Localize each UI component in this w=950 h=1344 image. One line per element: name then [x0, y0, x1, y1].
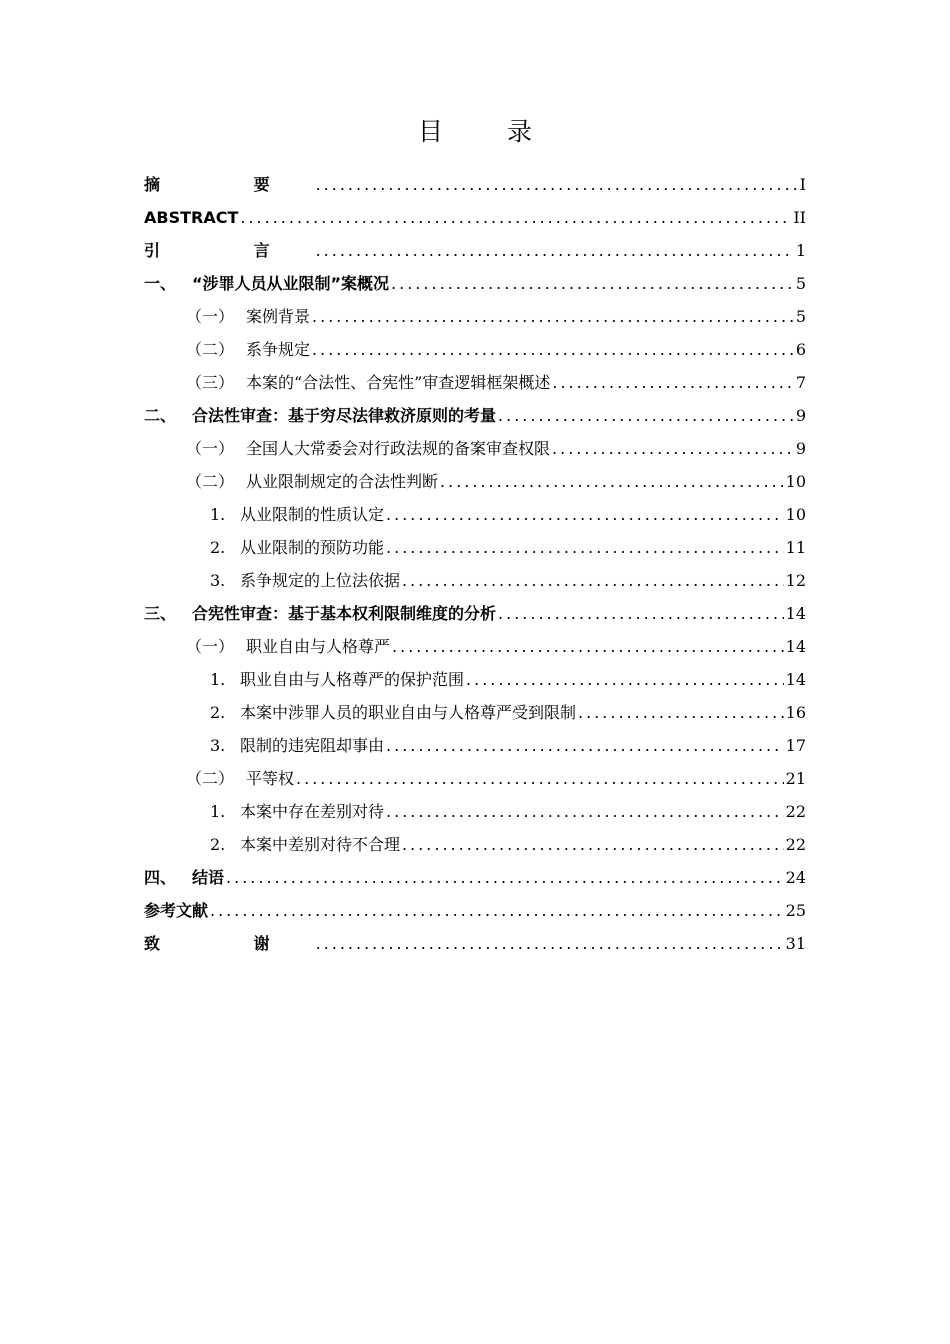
toc-entry-number: （三）: [186, 373, 235, 392]
toc-entry-label: 从业限制规定的合法性判断: [246, 472, 439, 491]
toc-entry-page-number: 14: [785, 637, 806, 656]
toc-entry[interactable]: [144, 663, 806, 696]
toc-entry[interactable]: [144, 465, 806, 498]
toc-entry[interactable]: [144, 399, 806, 432]
toc-entry-page-number: 6: [795, 340, 806, 359]
toc-entry-page-number: 12: [785, 571, 806, 590]
toc-dot-leader: [226, 861, 784, 894]
toc-entry[interactable]: [144, 267, 806, 300]
toc-entry-number: （一）: [186, 439, 235, 458]
toc-entry-label: 系争规定的上位法依据: [240, 571, 401, 590]
toc-entry-number: 2.: [210, 835, 226, 854]
toc-entry-label: 本案中存在差别对待: [240, 802, 385, 821]
toc-dot-leader: [210, 894, 784, 927]
toc-entry-label: 职业自由与人格尊严的保护范围: [240, 670, 465, 689]
toc-entry-page-number: 17: [785, 736, 806, 755]
toc-entry-number: 1.: [210, 505, 226, 524]
toc-entry-page-number: 14: [785, 604, 806, 623]
toc-dot-leader: [402, 564, 784, 597]
toc-entry-number: 2.: [210, 538, 226, 557]
toc-entry-label: 结语: [192, 868, 225, 887]
toc-entry[interactable]: [144, 894, 806, 927]
toc-dot-leader: [552, 432, 794, 465]
toc-entry-label: 全国人大常委会对行政法规的备案审查权限: [246, 439, 551, 458]
toc-dot-leader: [316, 927, 784, 960]
toc-entry-page-number: 7: [795, 373, 806, 392]
toc-entry-number: 2.: [210, 703, 226, 722]
table-of-contents: [144, 168, 806, 960]
toc-entry-label: 限制的违宪阻却事由: [240, 736, 385, 755]
toc-dot-leader: [386, 795, 784, 828]
toc-dot-leader: [498, 597, 784, 630]
toc-entry-label: 致 谢: [144, 934, 314, 953]
toc-entry[interactable]: [144, 201, 806, 234]
toc-entry[interactable]: [144, 828, 806, 861]
toc-entry-page-number: 9: [795, 406, 806, 425]
toc-entry-label: 从业限制的性质认定: [240, 505, 385, 524]
toc-entry[interactable]: [144, 498, 806, 531]
page-title: 目 录: [418, 117, 560, 146]
toc-entry[interactable]: [144, 795, 806, 828]
toc-entry-label: 摘 要: [144, 175, 314, 194]
toc-entry-number: 四、: [144, 868, 177, 887]
toc-dot-leader: [316, 168, 798, 201]
toc-entry-label: 本案中涉罪人员的职业自由与人格尊严受到限制: [240, 703, 577, 722]
toc-entry-number: 1.: [210, 670, 226, 689]
toc-entry-label: ABSTRACT: [144, 208, 239, 227]
toc-entry-page-number: 9: [795, 439, 806, 458]
toc-entry-label: 本案中差别对待不合理: [240, 835, 401, 854]
toc-entry-page-number: 25: [785, 901, 806, 920]
toc-entry[interactable]: [144, 432, 806, 465]
toc-dot-leader: [392, 630, 784, 663]
toc-entry-label: 职业自由与人格尊严: [246, 637, 391, 656]
toc-dot-leader: [440, 465, 784, 498]
toc-entry-page-number: 16: [785, 703, 806, 722]
toc-entry-number: 3.: [210, 571, 226, 590]
toc-entry[interactable]: [144, 168, 806, 201]
toc-entry-page-number: 22: [785, 802, 806, 821]
toc-entry-label: 引 言: [144, 241, 314, 260]
toc-entry-page-number: 31: [785, 934, 806, 953]
toc-entry[interactable]: [144, 366, 806, 399]
toc-entry-number: （一）: [186, 637, 235, 656]
toc-entry[interactable]: [144, 630, 806, 663]
toc-entry[interactable]: [144, 696, 806, 729]
toc-entry-number: （二）: [186, 769, 235, 788]
toc-dot-leader: [402, 828, 784, 861]
toc-entry-label: 参考文献: [144, 901, 209, 920]
toc-dot-leader: [498, 399, 794, 432]
toc-entry-page-number: 24: [785, 868, 806, 887]
toc-entry[interactable]: [144, 564, 806, 597]
toc-entry-number: 一、: [144, 274, 177, 293]
toc-entry-page-number: 11: [785, 538, 806, 557]
toc-entry-page-number: 5: [795, 307, 806, 326]
toc-entry[interactable]: [144, 927, 806, 960]
toc-entry[interactable]: [144, 762, 806, 795]
toc-entry-page-number: 1: [795, 241, 806, 260]
toc-entry-label: 从业限制的预防功能: [240, 538, 385, 557]
toc-entry-page-number: 10: [785, 472, 806, 491]
toc-entry-page-number: 5: [795, 274, 806, 293]
toc-dot-leader: [386, 498, 784, 531]
toc-entry-page-number: 14: [785, 670, 806, 689]
toc-dot-leader: [578, 696, 784, 729]
toc-entry[interactable]: [144, 333, 806, 366]
toc-entry-page-number: 21: [785, 769, 806, 788]
toc-entry-number: 1.: [210, 802, 226, 821]
toc-entry-number: （一）: [186, 307, 235, 326]
toc-entry-number: 三、: [144, 604, 177, 623]
toc-entry-label: 合法性审查：基于穷尽法律救济原则的考量: [192, 406, 497, 425]
toc-dot-leader: [316, 234, 794, 267]
toc-entry[interactable]: [144, 861, 806, 894]
toc-entry-number: 3.: [210, 736, 226, 755]
toc-entry-number: （二）: [186, 340, 235, 359]
toc-dot-leader: [312, 333, 794, 366]
toc-entry-label: 本案的“合法性、合宪性”审查逻辑框架概述: [246, 373, 551, 392]
toc-entry-page-number: II: [793, 208, 806, 227]
toc-dot-leader: [552, 366, 793, 399]
toc-entry[interactable]: [144, 597, 806, 630]
toc-dot-leader: [312, 300, 794, 333]
toc-entry[interactable]: [144, 729, 806, 762]
toc-dot-leader: [386, 729, 784, 762]
toc-entry-label: 平等权: [246, 769, 295, 788]
toc-entry-label: 案例背景: [246, 307, 311, 326]
toc-dot-leader: [296, 762, 784, 795]
toc-entry-page-number: 22: [785, 835, 806, 854]
toc-dot-leader: [386, 531, 784, 564]
toc-entry[interactable]: [144, 531, 806, 564]
toc-entry[interactable]: [144, 234, 806, 267]
toc-dot-leader: [240, 201, 791, 234]
toc-entry-label: “涉罪人员从业限制”案概况: [192, 274, 390, 293]
toc-dot-leader: [466, 663, 784, 696]
toc-dot-leader: [391, 267, 794, 300]
toc-entry[interactable]: [144, 300, 806, 333]
toc-entry-page-number: I: [799, 175, 806, 194]
toc-entry-label: 合宪性审查：基于基本权利限制维度的分析: [192, 604, 497, 623]
toc-entry-label: 系争规定: [246, 340, 311, 359]
toc-entry-number: 二、: [144, 406, 177, 425]
toc-entry-number: （二）: [186, 472, 235, 491]
toc-entry-page-number: 10: [785, 505, 806, 524]
